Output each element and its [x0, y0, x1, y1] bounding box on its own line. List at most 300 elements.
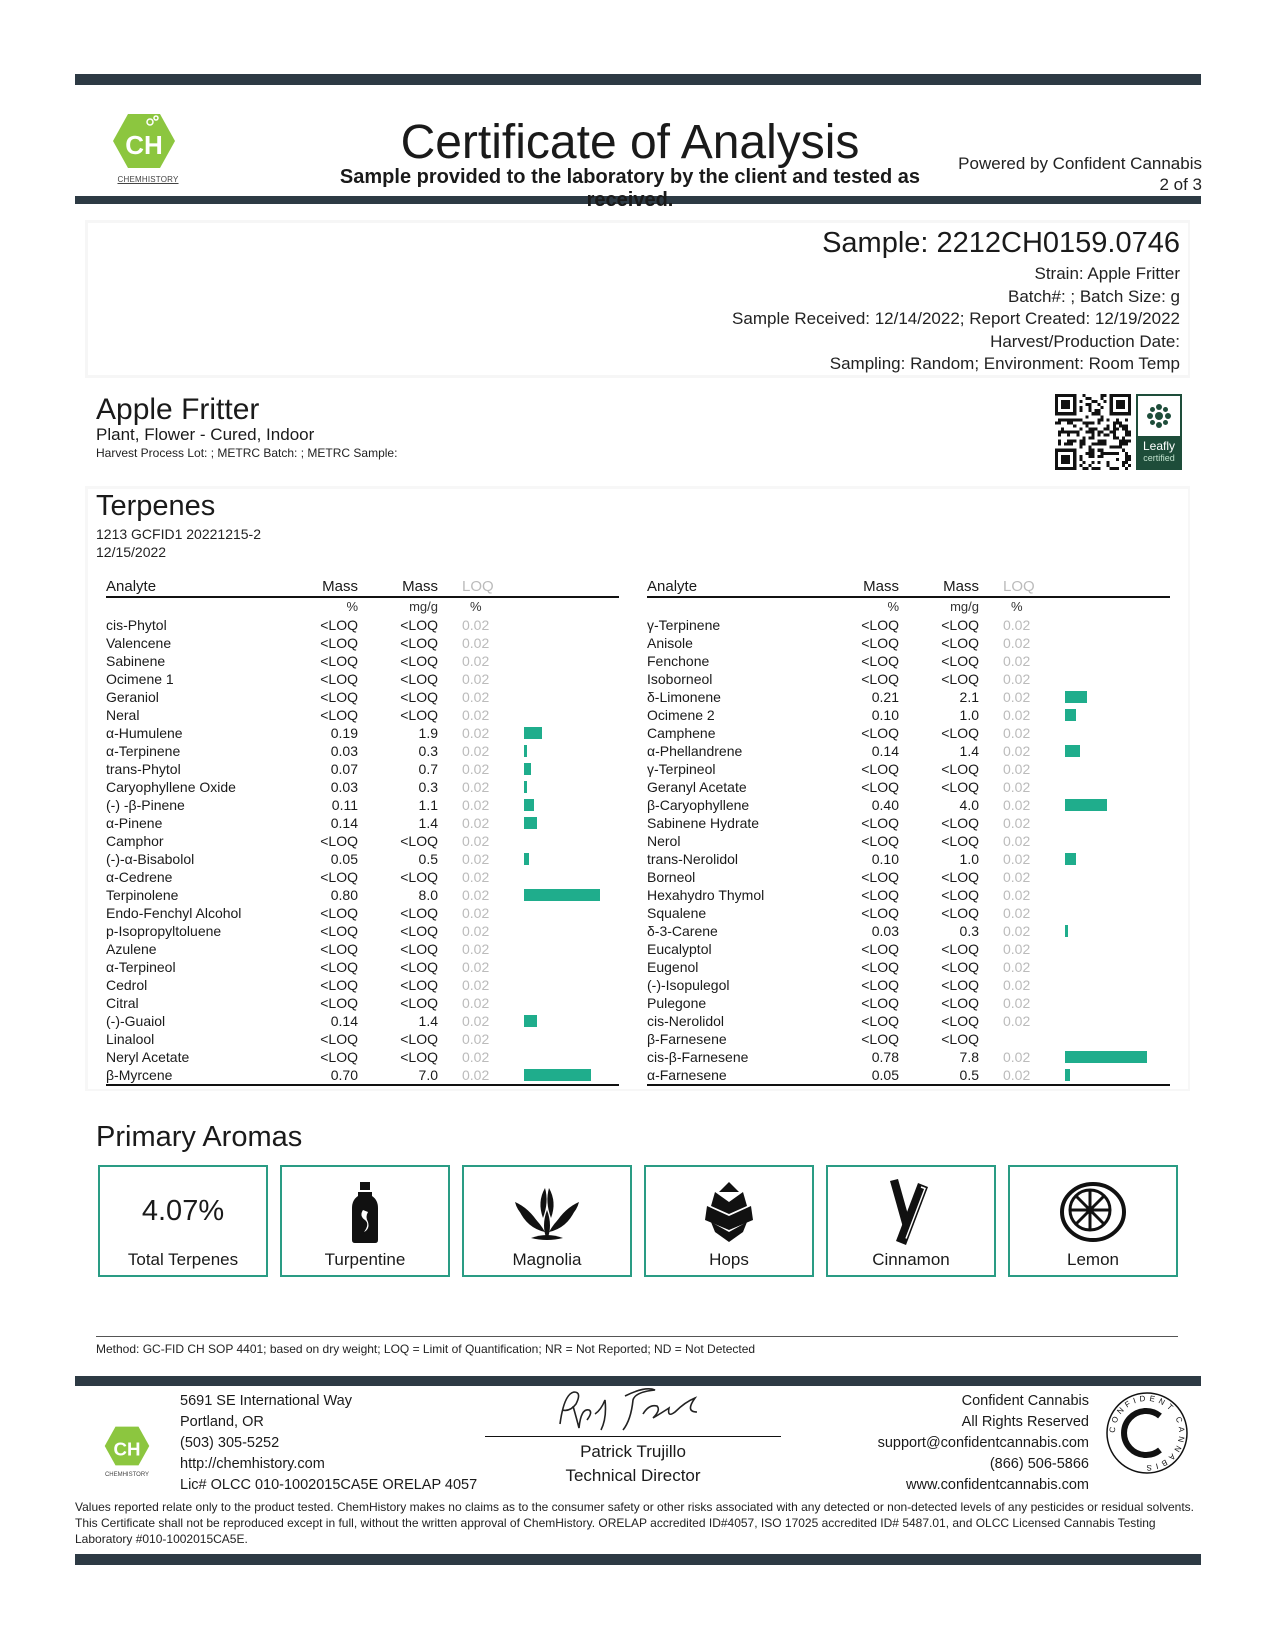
table-row	[647, 688, 1170, 706]
mass-mg: <LOQ	[941, 1031, 979, 1047]
table-row	[647, 706, 1170, 724]
mass-mg: <LOQ	[941, 653, 979, 669]
mass-pct: 0.11	[331, 797, 358, 813]
analyte-name: Borneol	[647, 869, 696, 885]
terpenes-date: 12/15/2022	[96, 544, 167, 560]
aroma-label: Turpentine	[324, 1250, 406, 1269]
analyte-name: (-)-Isopulegol	[647, 977, 730, 993]
sample-harvest: Harvest/Production Date:	[990, 331, 1180, 351]
bar-cell	[1063, 958, 1170, 976]
bar-cell	[1063, 760, 1170, 778]
loq-value: 0.02	[1003, 671, 1031, 687]
analyte-name: Sabinene	[106, 653, 166, 669]
col-mass-pct: Mass	[296, 577, 358, 597]
loq-value: 0.02	[462, 1031, 490, 1047]
unit-loq: %	[470, 599, 482, 614]
mass-pct: <LOQ	[861, 977, 899, 993]
loq-value: 0.02	[462, 851, 490, 867]
bottle-icon	[282, 1177, 448, 1247]
flower-icon	[464, 1177, 630, 1247]
unit-mass-mg: mg/g	[950, 599, 979, 614]
table-row	[647, 868, 1170, 886]
concentration-bar	[1065, 1069, 1070, 1081]
svg-text:CONFIDENT CANNABIS	[1108, 1394, 1186, 1472]
analyte-name: α-Terpineol	[106, 959, 176, 975]
mass-pct: <LOQ	[861, 635, 899, 651]
analyte-name: Nerol	[647, 833, 681, 849]
concentration-bar	[524, 745, 527, 757]
analyte-name: Caryophyllene Oxide	[106, 779, 236, 795]
bar-cell	[1063, 724, 1170, 742]
mass-pct: <LOQ	[320, 959, 358, 975]
bar-cell	[1063, 796, 1170, 814]
table-row	[106, 616, 619, 634]
table-row	[647, 976, 1170, 994]
loq-value: 0.02	[462, 887, 490, 903]
mass-mg: 2.1	[959, 689, 979, 705]
table-row	[647, 634, 1170, 652]
mass-pct: <LOQ	[861, 1031, 899, 1047]
bar-cell	[522, 1030, 619, 1048]
mass-pct: <LOQ	[320, 635, 358, 651]
cc-line: All Rights Reserved	[961, 1414, 1089, 1430]
mass-pct: <LOQ	[320, 617, 358, 633]
mass-pct: <LOQ	[861, 815, 899, 831]
mass-pct: <LOQ	[861, 833, 899, 849]
mass-mg: <LOQ	[941, 671, 979, 687]
bar-cell	[1063, 1066, 1170, 1085]
mass-pct: <LOQ	[320, 707, 358, 723]
loq-value: 0.02	[1003, 815, 1031, 831]
loq-value: 0.02	[462, 779, 490, 795]
table-row	[647, 886, 1170, 904]
analyte-name: α-Terpinene	[106, 743, 181, 759]
col-analyte: Analyte	[106, 577, 296, 597]
mass-mg: <LOQ	[400, 977, 438, 993]
concentration-bar	[524, 781, 527, 793]
mass-pct: 0.19	[330, 725, 358, 741]
mass-mg: 1.4	[959, 743, 979, 759]
loq-value: 0.02	[1003, 923, 1031, 939]
hexagon-logo-icon	[104, 1425, 150, 1467]
mass-pct: <LOQ	[861, 779, 899, 795]
loq-value: 0.02	[462, 1013, 490, 1029]
bar-cell	[1063, 850, 1170, 868]
bar-cell	[522, 742, 619, 760]
mass-mg: <LOQ	[941, 941, 979, 957]
leafly-label: Leafly	[1142, 439, 1176, 453]
table-header-row	[647, 577, 1170, 597]
loq-value: 0.02	[1003, 617, 1031, 633]
loq-value: 0.02	[1003, 761, 1031, 777]
table-row	[647, 1030, 1170, 1048]
loq-value: 0.02	[1003, 1013, 1031, 1029]
mass-pct: <LOQ	[861, 671, 899, 687]
product-name: Apple Fritter	[96, 393, 260, 426]
bar-cell	[522, 994, 619, 1012]
table-header-row	[106, 577, 619, 597]
col-analyte: Analyte	[647, 577, 837, 597]
mass-pct: <LOQ	[320, 833, 358, 849]
mass-pct: <LOQ	[861, 1013, 899, 1029]
table-row	[647, 1048, 1170, 1066]
bar-cell	[1063, 922, 1170, 940]
loq-value: 0.02	[1003, 833, 1031, 849]
mass-mg: <LOQ	[400, 995, 438, 1011]
analyte-name: β-Farnesene	[647, 1031, 727, 1047]
total-terpenes-label: Total Terpenes	[127, 1250, 239, 1269]
analyte-name: Isoborneol	[647, 671, 713, 687]
bar-cell	[522, 706, 619, 724]
table-row	[106, 922, 619, 940]
aromas-title: Primary Aromas	[96, 1121, 303, 1153]
aroma-card	[462, 1165, 632, 1277]
loq-value: 0.02	[462, 725, 490, 741]
mass-mg: 1.4	[418, 815, 438, 831]
table-row	[647, 742, 1170, 760]
analyte-name: γ-Terpineol	[647, 761, 716, 777]
analyte-name: Sabinene Hydrate	[647, 815, 760, 831]
analyte-name: α-Phellandrene	[647, 743, 743, 759]
product-lot: Harvest Process Lot: ; METRC Batch: ; METRC Sample:	[96, 446, 398, 460]
analyte-name: Ocimene 1	[106, 671, 174, 687]
mass-mg: <LOQ	[941, 905, 979, 921]
loq-value: 0.02	[1003, 977, 1031, 993]
table-row	[647, 616, 1170, 634]
analyte-name: γ-Terpinene	[647, 617, 721, 633]
loq-value: 0.02	[1003, 995, 1031, 1011]
disclaimer: Values reported relate only to the product tested. ChemHistory makes no claims as to the consumer safety or other risks associated with any detected or non-detected levels of any pesticides or residual solvents. This Certificate shall not be reproduced except in full, without the written approval of ChemHistory. ORELAP accredited ID#4057, ISO 17025 accredited ID# 5487.01, and OLCC Licensed Cannabis Testing Laboratory #010-1002015CA5E.	[75, 1500, 1195, 1546]
bar-cell	[1063, 868, 1170, 886]
loq-value: 0.02	[462, 941, 490, 957]
bar-cell	[522, 688, 619, 706]
lemon-icon	[1010, 1177, 1176, 1247]
loq-value: 0.02	[1003, 959, 1031, 975]
table-row	[647, 724, 1170, 742]
mass-mg: 0.3	[959, 923, 979, 939]
analyte-name: Neryl Acetate	[106, 1049, 190, 1065]
mass-mg: <LOQ	[941, 959, 979, 975]
bar-cell	[1063, 1030, 1170, 1048]
analyte-name: β-Myrcene	[106, 1066, 296, 1085]
table-row	[106, 1048, 619, 1066]
bar-cell	[1063, 994, 1170, 1012]
bar-cell	[1063, 778, 1170, 796]
analyte-name: Terpinolene	[106, 887, 179, 903]
aroma-label: Cinnamon	[872, 1250, 950, 1269]
bar-cell	[522, 904, 619, 922]
mass-mg: 0.3	[418, 743, 438, 759]
table-row	[647, 1012, 1170, 1030]
mass-mg: <LOQ	[400, 905, 438, 921]
mass-mg: <LOQ	[941, 617, 979, 633]
analyte-name: trans-Nerolidol	[647, 851, 739, 867]
mass-mg: <LOQ	[400, 653, 438, 669]
table-row	[106, 958, 619, 976]
mass-pct: <LOQ	[861, 905, 899, 921]
terpenes-table-left	[106, 577, 619, 1086]
bar-cell	[1063, 742, 1170, 760]
loq-value: 0.02	[1003, 653, 1031, 669]
mass-pct: <LOQ	[320, 689, 358, 705]
loq-value: 0.02	[462, 689, 490, 705]
col-mass-mg: Mass	[358, 577, 438, 597]
table-units-row	[647, 597, 1170, 616]
bar-cell	[522, 616, 619, 634]
mass-mg: <LOQ	[941, 761, 979, 777]
mass-pct: <LOQ	[320, 1049, 358, 1065]
cc-email-link[interactable]: support@confidentcannabis.com	[877, 1435, 1089, 1451]
analyte-name: (-)-α-Bisabolol	[106, 851, 195, 867]
chemhistory-logo	[112, 112, 184, 184]
table-row	[106, 706, 619, 724]
mass-pct: 0.10	[871, 851, 899, 867]
lab-address	[180, 1391, 477, 1496]
analyte-name: Geraniol	[106, 689, 159, 705]
loq-value: 0.02	[1003, 851, 1031, 867]
bar-cell	[522, 868, 619, 886]
mass-pct: <LOQ	[861, 725, 899, 741]
terpenes-instrument: 1213 GCFID1 20221215-2	[96, 526, 261, 542]
analyte-name: Fenchone	[647, 653, 710, 669]
mass-pct: 0.05	[837, 1066, 899, 1085]
mass-pct: <LOQ	[861, 995, 899, 1011]
terpenes-table-right	[647, 577, 1170, 1086]
mass-mg: <LOQ	[941, 635, 979, 651]
mass-mg: 0.5	[899, 1066, 979, 1085]
sample-batch: Batch#: ; Batch Size: g	[1008, 286, 1180, 306]
units-spacer	[106, 597, 296, 616]
qr-code-icon[interactable]	[1055, 394, 1131, 470]
analyte-name: Citral	[106, 995, 139, 1011]
loq-value: 0.02	[1003, 725, 1031, 741]
mass-mg: <LOQ	[400, 923, 438, 939]
mass-pct: 0.05	[330, 851, 358, 867]
analyte-name: Ocimene 2	[647, 707, 715, 723]
table-row	[647, 994, 1170, 1012]
mass-pct: 0.14	[330, 815, 358, 831]
bar-cell	[1063, 616, 1170, 634]
loq-value: 0.02	[1003, 779, 1031, 795]
hexagon-logo-icon	[112, 112, 176, 170]
mass-mg: <LOQ	[941, 869, 979, 885]
unit-mass-pct: %	[887, 599, 899, 614]
leafly-icon	[1138, 396, 1180, 436]
concentration-bar	[1065, 853, 1076, 865]
analyte-name: Valencene	[106, 635, 172, 651]
mass-mg: <LOQ	[400, 833, 438, 849]
mass-mg: <LOQ	[941, 725, 979, 741]
loq-value: 0.02	[438, 1066, 522, 1085]
address-link[interactable]: http://chemhistory.com	[180, 1456, 325, 1472]
signer	[485, 1440, 781, 1488]
mass-mg: 0.5	[418, 851, 438, 867]
bar-cell	[522, 1012, 619, 1030]
mass-mg: 0.7	[418, 761, 438, 777]
units-bar-spacer	[522, 597, 619, 616]
mass-mg: <LOQ	[941, 995, 979, 1011]
loq-value: 0.02	[1003, 635, 1031, 651]
loq-value: 0.02	[1003, 905, 1031, 921]
table-row	[647, 904, 1170, 922]
mass-mg: 1.0	[959, 851, 979, 867]
address-line: 5691 SE International Way	[180, 1393, 352, 1409]
analyte-name: Hexahydro Thymol	[647, 887, 765, 903]
concentration-bar	[524, 817, 537, 829]
loq-value: 0.02	[462, 707, 490, 723]
aroma-label: Hops	[709, 1250, 749, 1269]
sample-dates: Sample Received: 12/14/2022; Report Created: 12/19/2022	[732, 309, 1180, 328]
concentration-bar	[1065, 799, 1107, 811]
top-bar	[75, 74, 1201, 85]
bottom-bar	[75, 1554, 1201, 1565]
svg-text:CH: CH	[113, 1438, 141, 1460]
bar-cell	[522, 850, 619, 868]
concentration-bar	[524, 727, 542, 739]
aroma-card	[1008, 1165, 1178, 1277]
address-line: Portland, OR	[180, 1414, 264, 1430]
mass-pct: 0.14	[871, 743, 899, 759]
table-row	[106, 670, 619, 688]
table-row	[647, 796, 1170, 814]
analyte-name: cis-Nerolidol	[647, 1013, 725, 1029]
mass-mg: <LOQ	[400, 707, 438, 723]
bar-cell	[522, 652, 619, 670]
mass-pct: 0.10	[871, 707, 899, 723]
loq-value: 0.02	[462, 905, 490, 921]
terpenes-title: Terpenes	[96, 490, 216, 522]
analyte-name: Cedrol	[106, 977, 148, 993]
analyte-name: α-Humulene	[106, 725, 183, 741]
mass-pct: <LOQ	[861, 617, 899, 633]
table-row	[647, 778, 1170, 796]
table-row	[647, 652, 1170, 670]
mass-mg: <LOQ	[400, 1031, 438, 1047]
loq-value: 0.02	[1003, 1049, 1031, 1065]
loq-value: 0.02	[462, 635, 490, 651]
loq-value: 0.02	[462, 833, 490, 849]
bar-cell	[1063, 670, 1170, 688]
mass-pct: <LOQ	[861, 941, 899, 957]
bar-cell	[1063, 1012, 1170, 1030]
table-row	[647, 940, 1170, 958]
mass-pct: <LOQ	[320, 869, 358, 885]
mass-pct: <LOQ	[320, 941, 358, 957]
bar-cell	[522, 922, 619, 940]
analyte-name: β-Caryophyllene	[647, 797, 750, 813]
mass-mg: <LOQ	[400, 941, 438, 957]
aroma-card	[644, 1165, 814, 1277]
mass-mg: <LOQ	[400, 869, 438, 885]
analyte-name: trans-Phytol	[106, 761, 181, 777]
loq-value: 0.02	[1003, 797, 1031, 813]
address-line: (503) 305-5252	[180, 1435, 280, 1451]
analyte-name: Squalene	[647, 905, 707, 921]
analyte-name: α-Pinene	[106, 815, 163, 831]
powered-by-text: Powered by Confident Cannabis	[958, 154, 1202, 173]
mass-mg: 4.0	[959, 797, 979, 813]
mass-pct: 0.03	[871, 923, 899, 939]
mass-mg: <LOQ	[400, 1049, 438, 1065]
loq-value	[979, 1030, 1063, 1048]
table-row	[106, 688, 619, 706]
table-row	[647, 850, 1170, 868]
analyte-name: (-)-Guaiol	[106, 1013, 166, 1029]
mass-pct: <LOQ	[320, 653, 358, 669]
cinnamon-icon	[828, 1177, 994, 1247]
loq-value: 0.02	[462, 959, 490, 975]
bar-cell	[522, 796, 619, 814]
mass-mg: <LOQ	[400, 689, 438, 705]
table-row	[106, 778, 619, 796]
aroma-label: Lemon	[1067, 1250, 1119, 1269]
analyte-name: Anisole	[647, 635, 693, 651]
concentration-bar	[524, 763, 531, 775]
concentration-bar	[524, 853, 529, 865]
signature	[555, 1384, 715, 1434]
bar-cell	[1063, 904, 1170, 922]
unit-loq: %	[1011, 599, 1023, 614]
mass-pct: <LOQ	[861, 761, 899, 777]
logo-wordmark: CHEMHISTORY	[117, 175, 179, 184]
analyte-name: Eugenol	[647, 959, 699, 975]
table-row	[106, 904, 619, 922]
table-row	[647, 958, 1170, 976]
table-row	[106, 868, 619, 886]
table-row	[647, 670, 1170, 688]
mass-pct: <LOQ	[320, 995, 358, 1011]
leafly-badge[interactable]	[1136, 394, 1182, 470]
units-spacer	[647, 597, 837, 616]
analyte-name: α-Cedrene	[106, 869, 173, 885]
loq-value: 0.02	[462, 815, 490, 831]
analyte-name: cis-β-Farnesene	[647, 1049, 749, 1065]
loq-value: 0.02	[462, 797, 490, 813]
units-bar-spacer	[1063, 597, 1170, 616]
analyte-name: Endo-Fenchyl Alcohol	[106, 905, 242, 921]
table-row	[106, 976, 619, 994]
bar-cell	[522, 814, 619, 832]
mass-pct: 0.07	[330, 761, 358, 777]
sample-id: Sample: 2212CH0159.0746	[822, 227, 1180, 259]
unit-mass-mg: mg/g	[409, 599, 438, 614]
signature-line	[485, 1436, 781, 1437]
mass-mg: <LOQ	[400, 635, 438, 651]
mass-pct: 0.14	[330, 1013, 358, 1029]
loq-value: 0.02	[462, 1049, 490, 1065]
table-row	[647, 832, 1170, 850]
seal-text: CONFIDENT CANNABIS	[1107, 1393, 1187, 1473]
analyte-name: Azulene	[106, 941, 157, 957]
col-loq: LOQ	[438, 577, 522, 597]
mass-pct: 0.03	[330, 779, 358, 795]
concentration-bar	[1065, 709, 1076, 721]
table-row	[647, 922, 1170, 940]
loq-value: 0.02	[1003, 869, 1031, 885]
aroma-card	[826, 1165, 996, 1277]
footer-logo	[104, 1425, 150, 1478]
address-line: Lic# OLCC 010-1002015CA5E ORELAP 4057	[180, 1477, 478, 1493]
mass-mg: 1.1	[418, 797, 438, 813]
concentration-bar	[1065, 1051, 1147, 1063]
mass-pct: <LOQ	[320, 905, 358, 921]
loq-value: 0.02	[462, 869, 490, 885]
analyte-name: α-Farnesene	[647, 1066, 837, 1085]
mass-mg: <LOQ	[400, 671, 438, 687]
col-mass-mg: Mass	[899, 577, 979, 597]
cc-website-link[interactable]: www.confidentcannabis.com	[906, 1477, 1089, 1493]
mass-pct: 0.78	[871, 1049, 899, 1065]
